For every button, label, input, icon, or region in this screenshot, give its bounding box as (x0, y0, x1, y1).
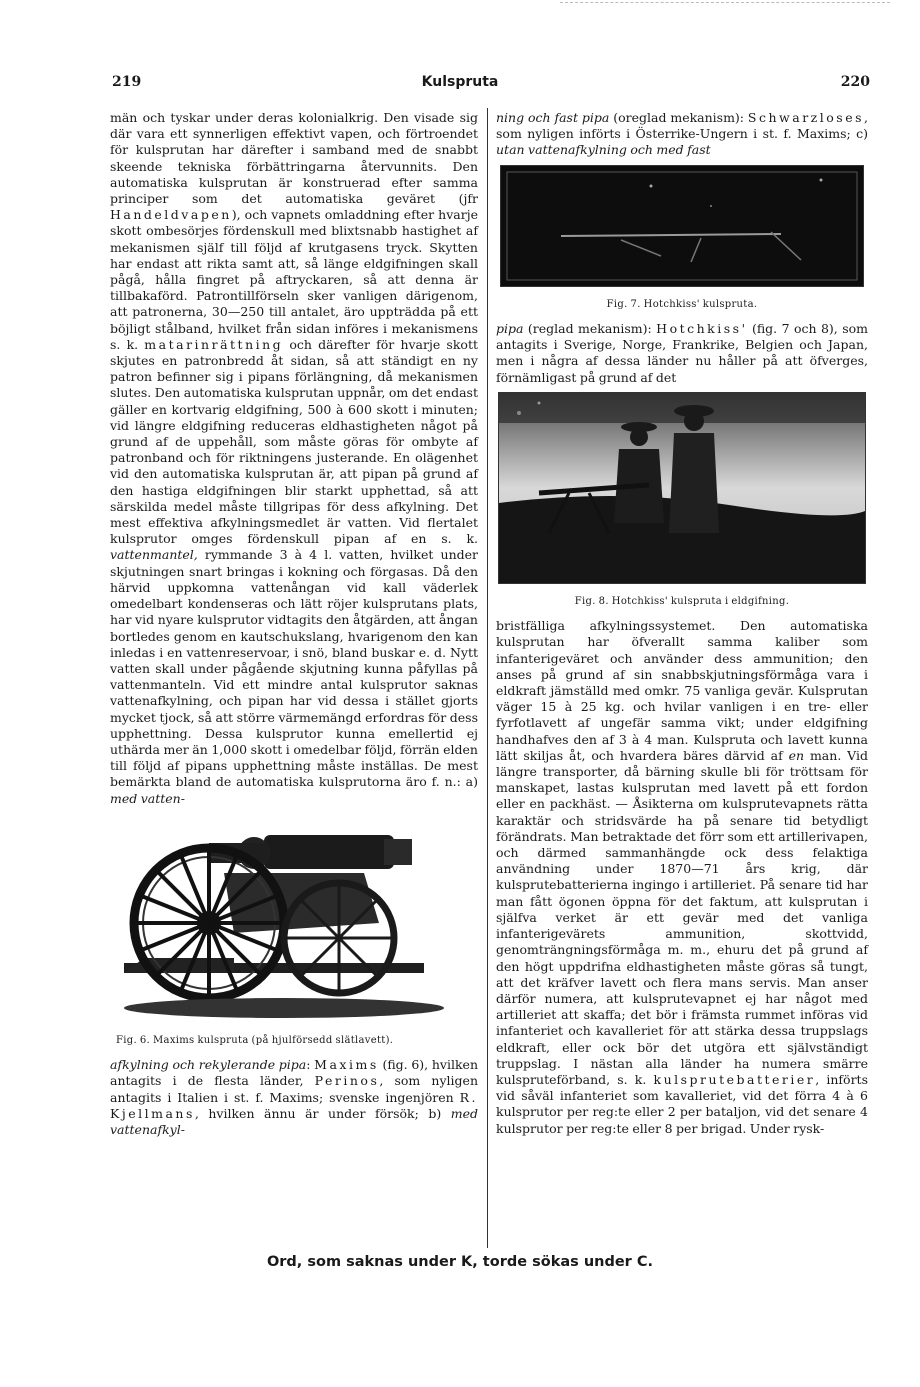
maxim-gun-image (114, 813, 474, 1023)
figure-6-caption: Fig. 6. Maxims kulspruta (på hjulförsedd slätlavett). (116, 1034, 394, 1046)
page-number-right: 220 (840, 74, 870, 90)
figure-8 (496, 392, 868, 610)
right-paragraph-3: bristfälliga afkylningssystemet. Den automatiska kulsprutan har öfverallt samma kaliber som infanterigeväret och använder dess ammunition; den anses på grund af sin snabbskjutningsförmåga vara i eldkraft jämställd med omkr. 75 vanliga gevär. Kulsprutan väger 15 à 25 kg. och hvilar vanligen i en tre- eller fyrfotlavett af ungefär samma vikt; under eldgifning handhafves den af 3 à 4 man. Kulspruta och lavett kunna lätt skiljas åt, och hvardera bäres därvid af en man. Vid längre transporter, då bärning skulle bli för tröttsam för manskapet, lastas kulsprutan med lavett på ett fordon eller en packhäst. — Åsikterna om kulsprutevapnets rätta karaktär och stridsvärde ha på senare tid betydligt förändrats. Man betraktade det förr som ett artillerivapen, och därmed sammanhängde ock dess felaktiga användning under 1870—71 års krig, där kulsprutebatterierna ingingo i artilleriet. På senare tid har man fått ögonen öppna för det faktum, att kulsprutan i själfva verket är ett gevär med det vanliga infanterigevärets ammunition, skottvidd, genomträngningsförmåga m. m., ehuru det på grund af den högt uppdrifna eldhastigheten måste göras så tungt, att det kräfver lavett och flera mans servis. Man anser därför numera, att kulsprutevapnet ej har något med artilleriet att skaffa; det bör i främsta rummet införas vid infanteriet och kavalleriet för att stärka dessa truppslags eldkraft, eller ock bör det utgöra ett självständigt truppslag. I nästan alla länder ha numera smärre kulspruteförband, s. k. kulsprutebatterier, införts vid såväl infanteriet som kavalleriet, vid det förra 4 à 6 kulsprutor per reg:te eller 2 per bataljon, vid det senare 4 kulsprutor per reg:te eller 8 per brigad. Under rysk- (496, 618, 868, 1136)
page-title: Kulspruta (421, 74, 499, 90)
top-edge-line (560, 2, 890, 3)
footer-note: Ord, som saknas under K, torde sökas under C. (266, 1254, 654, 1270)
figure-7-caption: Fig. 7. Hotchkiss' kulspruta. (606, 298, 758, 310)
right-column (496, 110, 868, 1137)
page-number-left: 219 (112, 74, 142, 90)
left-paragraph-2: afkylning och rekylerande pipa: Maxims (fig. 6), hvilken antagits i de flesta länder, Perinos, som nyligen antagits i Italien i st. f. Maxims; svenske ingenjören R. Kjellmans, hvilken ännu är under försök; b) med vattenafkyl- (110, 1057, 478, 1137)
left-column (110, 110, 478, 1138)
figure-7 (496, 165, 868, 313)
figure-6 (110, 813, 478, 1049)
hotchkiss-firing-image (498, 392, 866, 584)
figure-8-caption: Fig. 8. Hotchkiss' kulspruta i eldgifning. (574, 596, 790, 608)
right-paragraph-2: pipa (reglad mekanism): Hotchkiss' (fig. 7 och 8), som antagits i Sverige, Norge, Frankrike, Belgien och Japan, men i några af dessa länder nu håller på att öfverges, förnämligast på grund af det (496, 321, 869, 385)
left-paragraph-1: män och tyskar under deras kolonialkrig. Den visade sig där vara ett synnerligen effektivt vapen, och förtroendet för kulsprutan har därefter i samband med de snabbt skeende tekniska förbättringarna återvunnits. Den automatiska kulsprutan är konstruerad efter samma principer som det automatiska geväret (jfr Handeldvapen), och vapnets omladdning efter hvarje skott ombesörjes fördenskull med blixtsnabb hastighet af mekanismen själf till följd af krutgasens tryck. Skytten har endast att rikta samt att, så länge eldgifningen skall pågå, hålla fingret på aftryckaren, så att denna är tillbakaförd. Patrontillförseln sker vanligen därigenom, att patronerna, 30—250 till antalet, äro uppträdda på ett böjligt stålband, hvilket från sidan införes i mekanismens s. k. matarinrättning och därefter för hvarje skott skjutes en patronbredd åt sidan, så att ständigt en ny patron befinner sig i pipans förlängning, då mekanismen slutes. Den automatiska kulsprutan uppnår, om det endast gäller en kortvarig eldgifning, 500 à 600 skott i minuten; vid längre eldgifning reduceras eldhastigheten något på grund af de uppehåll, som måste göras för ombyte af patronband och för riktningens justerande. En olägenhet vid den automatiska kulsprutan är, att pipan på grund af den hastiga eldgifningen blir starkt upphettad, så att särskilda medel måste tillgripas för dess afkylning. Det mest effektiva afkylningsmedlet är vatten. Vid flertalet kulsprutor omges fördenskull pipan af en s. k. vattenmantel, rymmande 3 à 4 l. vatten, hvilket under skjutningen snart bringas i kokning och förgasas. Då den härvid uppkomna vattenångan vid kall väderlek omedelbart kondenseras och lätt röjer kulsprutans plats, har vid nyare kulsprutor vidtagits den åtgärden, att ångan bortledes genom en kautschukslang, hvarigenom den kan inledas i en vattenreservoar, i snö, bland buskar e. d. Nytt vatten skall under pågående skjutning kunna påfyllas på vattenmanteln. Vid ett mindre antal kulsprutor saknas vattenafkylning, och pipan har vid dessa i stället gjorts mycket tjock, så att större värmemängd erfordras för dess upphettning. Dessa kulsprutor kunna emellertid ej uthärda mer än 1,000 skott i omedelbar följd, förrän elden till följd af pipans upphettning måste inställas. De mest bemärkta bland de automatiska kulsprutorna äro f. n.: a) med vatten- (110, 110, 478, 806)
right-paragraph-1: ning och fast pipa (oreglad mekanism): Schwarzloses, som nyligen införts i Österrike-Ungern i st. f. Maxims; c) utan vattenafkylning och med fast (496, 110, 868, 158)
column-divider (487, 108, 488, 1248)
hotchkiss-gun-image (500, 165, 864, 287)
